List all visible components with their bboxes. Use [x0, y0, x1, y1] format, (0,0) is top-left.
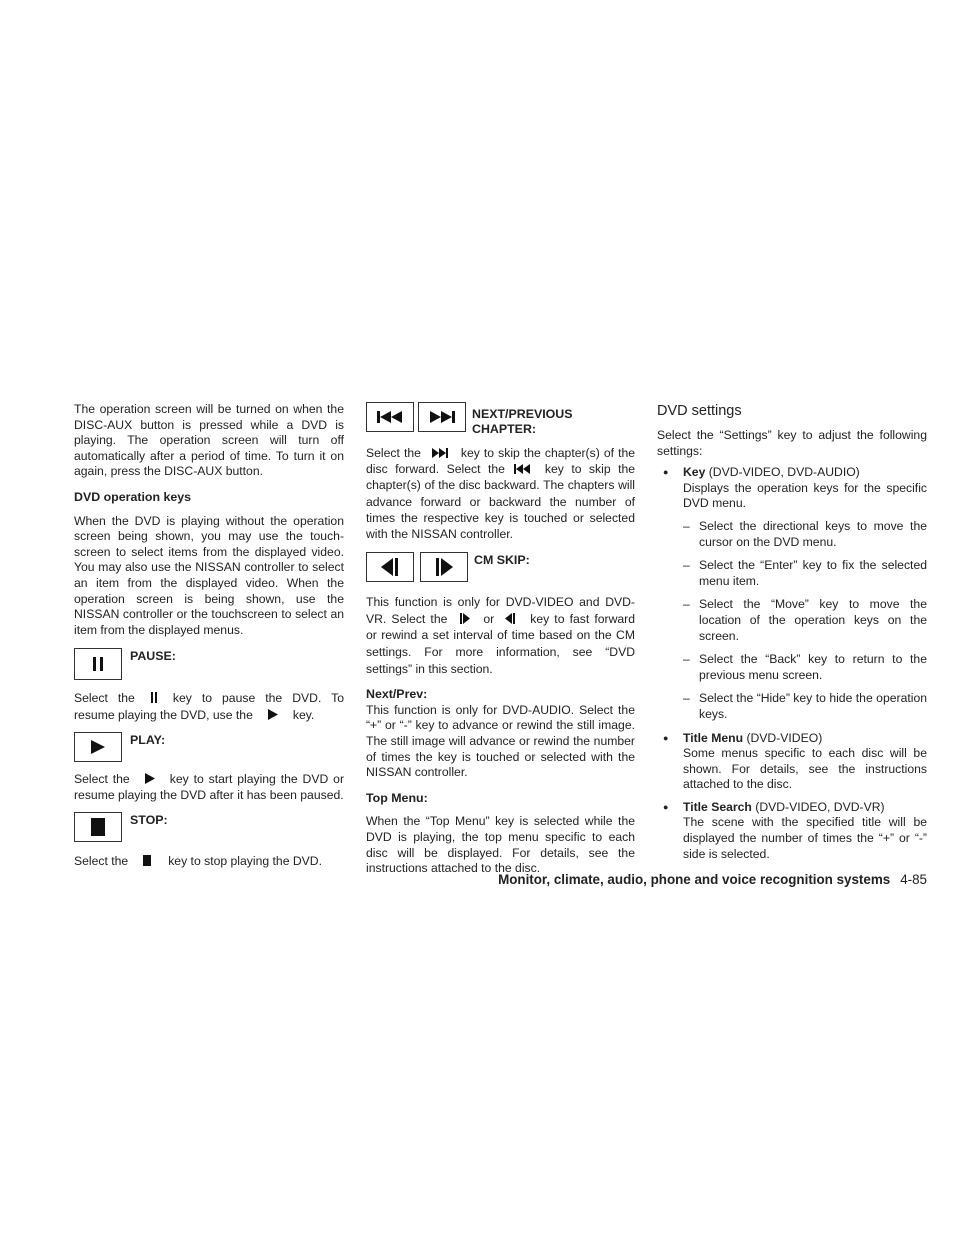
list-item: – Select the “Enter” key to fix the selected menu item. [683, 558, 927, 589]
stop-text-pre: Select the [74, 853, 129, 868]
settings-list [657, 465, 927, 862]
setting-tag: (DVD-VIDEO) [746, 730, 823, 745]
play-label: PLAY: [130, 733, 166, 748]
next-prev-text-post: key to skip the chapter(s) of the disc backward. The chapters will advance forward or backward the number of times the respective key is touched or selected with the NISSAN controller. [366, 462, 636, 542]
cm-skip-key-row [366, 552, 635, 582]
stop-icon [142, 855, 152, 866]
key-sub-list [683, 519, 927, 723]
list-item: – Select the directional keys to move the cursor on the DVD menu. [683, 519, 927, 550]
pause-key-row [74, 648, 344, 680]
dvd-settings-heading: DVD settings [657, 403, 742, 419]
play-text-post: key to start playing the DVD or resume playing the DVD after it has been paused. [74, 772, 345, 802]
column-middle [366, 402, 635, 877]
play-paragraph [74, 772, 344, 803]
pause-text-post: key. [292, 708, 315, 723]
setting-name: Key [683, 465, 706, 480]
setting-name: Title Search [683, 799, 752, 814]
cm-skip-text-mid: or [483, 611, 495, 626]
top-menu-heading: Top Menu: [366, 790, 428, 805]
page-number: 4-85 [900, 872, 927, 887]
play-icon [267, 709, 279, 720]
dvd-settings-intro: Select the “Settings” key to adjust the following settings: [657, 428, 927, 458]
next-chapter-icon [431, 448, 449, 458]
next-chapter-icon [428, 410, 456, 424]
cm-skip-label: CM SKIP: [474, 553, 530, 568]
intro-paragraph: The operation screen will be turned on when the DISC-AUX button is pressed while a DVD is playing. The operation screen will turn off automatically after a period of time. To turn it on again, press the DISC-AUX button. [74, 402, 344, 479]
setting-desc: The scene with the specified title will be displayed the number of times the “+” or “-” side is selected. [683, 815, 927, 861]
list-item [657, 800, 927, 862]
next-prev-heading: Next/Prev: [366, 687, 428, 702]
cm-skip-back-icon [379, 557, 401, 577]
next-prev-audio-paragraph: This function is only for DVD-AUDIO. Select the “+” or “-” key to advance or rewind the still image. The still image will advance or rewind the number of times the key is touched or selected with the NISSAN controller. [366, 702, 635, 780]
play-icon [89, 739, 107, 755]
previous-chapter-icon [376, 410, 404, 424]
stop-text-post: key to stop playing the DVD. [168, 853, 322, 868]
setting-tag: (DVD-VIDEO, DVD-VR) [755, 799, 885, 814]
next-prev-text-pre: Select the [366, 446, 421, 460]
next-chapter-key [418, 402, 466, 432]
play-icon [144, 773, 156, 784]
setting-tag: (DVD-VIDEO, DVD-AUDIO) [708, 465, 860, 480]
operation-keys-paragraph: When the DVD is playing without the operation screen being shown, you may use the touch-screen to select items from the displayed video. You may also use the NISSAN controller to select an item from the displayed video. When the operation screen is being shown, use the NISSAN controller or the touchscreen to select an item from the displayed menus. [74, 513, 344, 637]
stop-key-row [74, 812, 344, 842]
stop-label: STOP: [130, 812, 168, 827]
cm-skip-text-pre: This function is only for DVD-VIDEO and DVD-VR. Select the [366, 595, 635, 626]
column-right [657, 402, 927, 869]
pause-label: PAUSE: [130, 649, 176, 664]
cm-skip-paragraph [366, 594, 635, 677]
top-menu-paragraph: When the “Top Menu” key is selected while the DVD is playing, the top menu specific to each disc will be displayed. For details, see the instructions attached to the disc. [366, 814, 635, 876]
stop-icon [89, 817, 107, 837]
pause-key [74, 648, 122, 680]
play-text-pre: Select the [74, 772, 130, 787]
cm-skip-forward-icon [459, 613, 471, 624]
setting-desc: Some menus specific to each disc will be shown. For details, see the instructions attached to the disc. [683, 746, 927, 792]
list-item [657, 465, 927, 722]
cm-skip-text-post: key to fast forward or rewind a set interval of time based on the CM settings. For more information, see “DVD settings” in this section. [366, 611, 635, 676]
pause-paragraph [74, 690, 344, 724]
previous-chapter-icon [513, 464, 531, 474]
setting-name: Title Menu [683, 730, 744, 745]
pause-icon [91, 656, 105, 672]
play-key-row [74, 732, 344, 762]
dvd-operation-keys-heading: DVD operation keys [74, 489, 192, 504]
list-item: – Select the “Hide” key to hide the operation keys. [683, 691, 927, 722]
play-key [74, 732, 122, 762]
cm-skip-back-key [366, 552, 414, 582]
section-title: Monitor, climate, audio, phone and voice recognition systems [498, 872, 891, 887]
previous-chapter-key [366, 402, 414, 432]
list-item [657, 731, 927, 793]
cm-skip-forward-icon [433, 557, 455, 577]
stop-paragraph [74, 854, 344, 870]
list-item: – Select the “Move” key to move the location of the operation keys on the screen. [683, 597, 927, 644]
setting-desc: Displays the operation keys for the specific DVD menu. [683, 480, 927, 511]
next-prev-paragraph [366, 445, 635, 542]
cm-skip-forward-key [420, 552, 468, 582]
next-previous-chapter-label: NEXT/PREVIOUS CHAPTER: [472, 407, 573, 436]
page-footer [380, 872, 927, 888]
list-item: – Select the “Back” key to return to the previous menu screen. [683, 652, 927, 683]
next-prev-text-mid: key to skip the chapter(s) of the disc forward. Select the [366, 446, 636, 477]
next-prev-key-row [366, 402, 635, 437]
column-left [74, 402, 344, 869]
pause-icon [147, 692, 161, 703]
cm-skip-back-icon [504, 613, 516, 624]
stop-key [74, 812, 122, 842]
pause-text-pre: Select the [74, 691, 135, 706]
pause-text-mid: key to pause the DVD. To resume playing the DVD, use the [74, 691, 344, 723]
